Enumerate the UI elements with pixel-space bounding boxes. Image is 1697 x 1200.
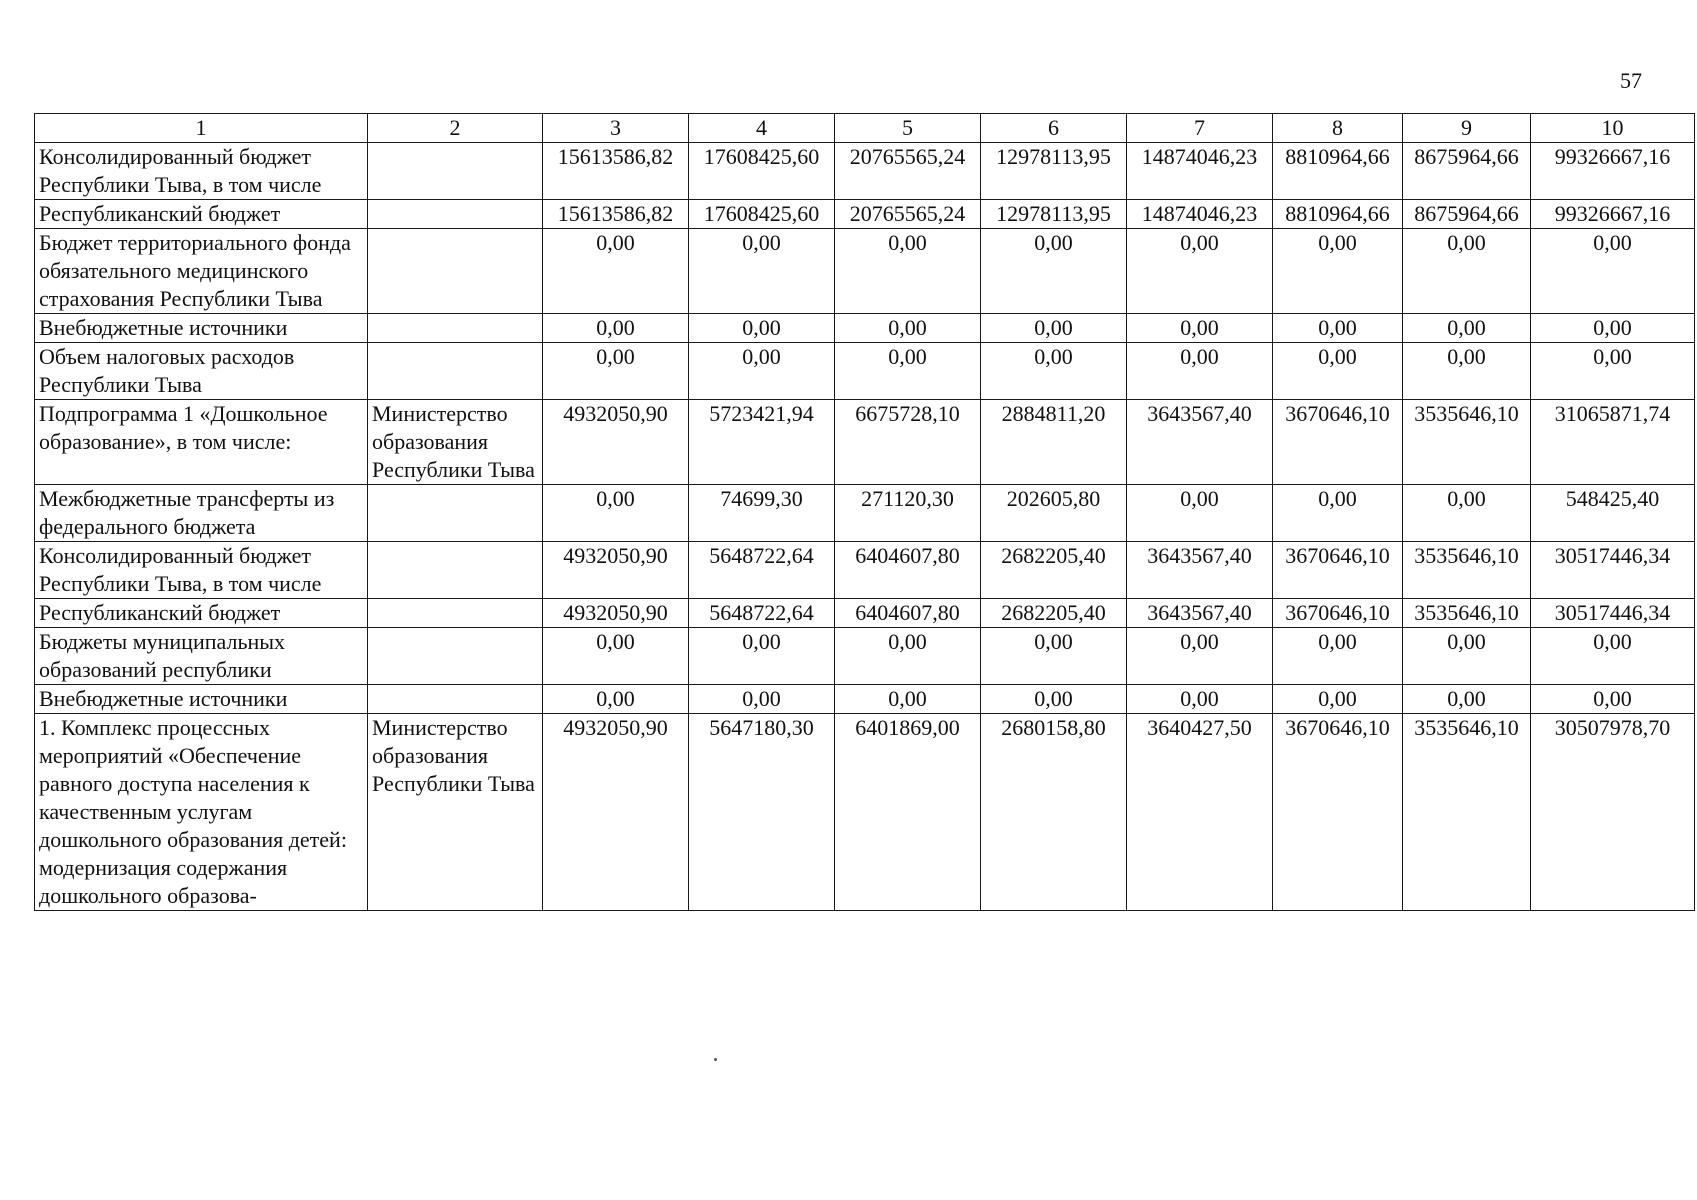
value-cell-col-3: 4932050,90: [543, 400, 689, 485]
header-cell-4: 4: [689, 114, 835, 143]
value-cell-col-3: 15613586,82: [543, 200, 689, 229]
value-cell-col-5: 0,00: [835, 628, 981, 685]
row-name-cell: 1. Комплекс процессных мероприятий «Обеспечение равного доступа населения к качественным услугам дошкольного образования детей: модернизация содержания дошкольного образова-: [35, 714, 368, 911]
value-cell-col-8: 3670646,10: [1273, 542, 1403, 599]
header-cell-6: 6: [981, 114, 1127, 143]
value-cell-col-5: 6404607,80: [835, 599, 981, 628]
value-cell-col-4: 5648722,64: [689, 599, 835, 628]
table-row: [35, 314, 1695, 343]
value-cell-col-3: 0,00: [543, 685, 689, 714]
value-cell-col-7: 0,00: [1127, 343, 1273, 400]
row-name-cell: Внебюджетные источники: [35, 685, 368, 714]
value-cell-col-8: 0,00: [1273, 229, 1403, 314]
value-cell-col-10: 0,00: [1531, 628, 1695, 685]
value-cell-col-7: 0,00: [1127, 628, 1273, 685]
table-row: [35, 599, 1695, 628]
header-cell-2: 2: [368, 114, 543, 143]
value-cell-col-6: 12978113,95: [981, 143, 1127, 200]
row-executor-cell: [368, 143, 543, 200]
value-cell-col-8: 0,00: [1273, 685, 1403, 714]
row-name-cell: Бюджет территориального фонда обязательного медицинского страхования Республики Тыва: [35, 229, 368, 314]
value-cell-col-8: 0,00: [1273, 343, 1403, 400]
row-executor-cell: [368, 599, 543, 628]
value-cell-col-8: 0,00: [1273, 628, 1403, 685]
value-cell-col-4: 17608425,60: [689, 143, 835, 200]
value-cell-col-6: 0,00: [981, 628, 1127, 685]
value-cell-col-6: 0,00: [981, 685, 1127, 714]
table-row: [35, 628, 1695, 685]
table-row: [35, 400, 1695, 485]
row-executor-cell: [368, 685, 543, 714]
row-name-cell: Внебюджетные источники: [35, 314, 368, 343]
value-cell-col-5: 271120,30: [835, 485, 981, 542]
page-number: 57: [1620, 68, 1642, 93]
value-cell-col-6: 2884811,20: [981, 400, 1127, 485]
value-cell-col-5: 6401869,00: [835, 714, 981, 911]
value-cell-col-4: 5647180,30: [689, 714, 835, 911]
value-cell-col-5: 6675728,10: [835, 400, 981, 485]
header-cell-3: 3: [543, 114, 689, 143]
table-row: [35, 485, 1695, 542]
value-cell-col-7: 0,00: [1127, 229, 1273, 314]
value-cell-col-9: 3535646,10: [1403, 714, 1531, 911]
value-cell-col-8: 8810964,66: [1273, 143, 1403, 200]
value-cell-col-10: 0,00: [1531, 343, 1695, 400]
value-cell-col-5: 6404607,80: [835, 542, 981, 599]
value-cell-col-9: 0,00: [1403, 314, 1531, 343]
value-cell-col-10: 99326667,16: [1531, 200, 1695, 229]
row-name-cell: Консолидированный бюджет Республики Тыва, в том числе: [35, 542, 368, 599]
value-cell-col-8: 3670646,10: [1273, 599, 1403, 628]
value-cell-col-3: 0,00: [543, 229, 689, 314]
value-cell-col-6: 0,00: [981, 314, 1127, 343]
header-cell-9: 9: [1403, 114, 1531, 143]
value-cell-col-4: 5648722,64: [689, 542, 835, 599]
row-name-cell: Республиканский бюджет: [35, 200, 368, 229]
value-cell-col-4: 0,00: [689, 314, 835, 343]
value-cell-col-4: 17608425,60: [689, 200, 835, 229]
row-executor-cell: [368, 200, 543, 229]
table-row: [35, 143, 1695, 200]
value-cell-col-4: 0,00: [689, 343, 835, 400]
row-executor-cell: [368, 314, 543, 343]
value-cell-col-9: 0,00: [1403, 685, 1531, 714]
value-cell-col-8: 0,00: [1273, 314, 1403, 343]
value-cell-col-9: 8675964,66: [1403, 143, 1531, 200]
value-cell-col-6: 2682205,40: [981, 599, 1127, 628]
value-cell-col-6: 2682205,40: [981, 542, 1127, 599]
header-row: [35, 114, 1695, 143]
value-cell-col-9: 0,00: [1403, 628, 1531, 685]
row-executor-cell: [368, 343, 543, 400]
value-cell-col-10: 31065871,74: [1531, 400, 1695, 485]
value-cell-col-7: 0,00: [1127, 314, 1273, 343]
value-cell-col-4: 74699,30: [689, 485, 835, 542]
row-name-cell: Межбюджетные трансферты из федерального бюджета: [35, 485, 368, 542]
row-executor-cell: [368, 229, 543, 314]
value-cell-col-7: 14874046,23: [1127, 143, 1273, 200]
value-cell-col-3: 4932050,90: [543, 542, 689, 599]
value-cell-col-5: 0,00: [835, 685, 981, 714]
value-cell-col-10: 30517446,34: [1531, 599, 1695, 628]
value-cell-col-3: 4932050,90: [543, 714, 689, 911]
value-cell-col-7: 3643567,40: [1127, 599, 1273, 628]
header-cell-10: 10: [1531, 114, 1695, 143]
table-row: [35, 685, 1695, 714]
value-cell-col-3: 0,00: [543, 628, 689, 685]
budget-table: [34, 113, 1695, 911]
value-cell-col-6: 202605,80: [981, 485, 1127, 542]
row-executor-cell: Министерство образования Республики Тыва: [368, 714, 543, 911]
header-cell-1: 1: [35, 114, 368, 143]
value-cell-col-7: 3643567,40: [1127, 400, 1273, 485]
value-cell-col-9: 3535646,10: [1403, 599, 1531, 628]
table-row: [35, 343, 1695, 400]
row-executor-cell: Министерство образования Республики Тыва: [368, 400, 543, 485]
scan-speck: [714, 1058, 717, 1061]
row-executor-cell: [368, 485, 543, 542]
row-name-cell: Республиканский бюджет: [35, 599, 368, 628]
row-executor-cell: [368, 628, 543, 685]
value-cell-col-6: 12978113,95: [981, 200, 1127, 229]
table-row: [35, 200, 1695, 229]
value-cell-col-3: 0,00: [543, 314, 689, 343]
value-cell-col-6: 0,00: [981, 343, 1127, 400]
value-cell-col-6: 0,00: [981, 229, 1127, 314]
value-cell-col-9: 3535646,10: [1403, 542, 1531, 599]
value-cell-col-8: 0,00: [1273, 485, 1403, 542]
value-cell-col-3: 4932050,90: [543, 599, 689, 628]
value-cell-col-9: 3535646,10: [1403, 400, 1531, 485]
table-row: [35, 542, 1695, 599]
value-cell-col-7: 0,00: [1127, 685, 1273, 714]
row-name-cell: Подпрограмма 1 «Дошкольное образование», в том числе:: [35, 400, 368, 485]
table-row: [35, 229, 1695, 314]
value-cell-col-4: 0,00: [689, 628, 835, 685]
value-cell-col-3: 0,00: [543, 485, 689, 542]
value-cell-col-4: 5723421,94: [689, 400, 835, 485]
value-cell-col-7: 3640427,50: [1127, 714, 1273, 911]
value-cell-col-7: 14874046,23: [1127, 200, 1273, 229]
value-cell-col-5: 0,00: [835, 343, 981, 400]
value-cell-col-8: 8810964,66: [1273, 200, 1403, 229]
value-cell-col-8: 3670646,10: [1273, 400, 1403, 485]
value-cell-col-3: 0,00: [543, 343, 689, 400]
header-cell-7: 7: [1127, 114, 1273, 143]
value-cell-col-10: 30517446,34: [1531, 542, 1695, 599]
header-cell-8: 8: [1273, 114, 1403, 143]
row-name-cell: Консолидированный бюджет Республики Тыва, в том числе: [35, 143, 368, 200]
value-cell-col-10: 30507978,70: [1531, 714, 1695, 911]
row-name-cell: Бюджеты муниципальных образований республики: [35, 628, 368, 685]
value-cell-col-5: 0,00: [835, 314, 981, 343]
value-cell-col-9: 0,00: [1403, 485, 1531, 542]
value-cell-col-7: 3643567,40: [1127, 542, 1273, 599]
value-cell-col-9: 0,00: [1403, 343, 1531, 400]
value-cell-col-10: 0,00: [1531, 685, 1695, 714]
value-cell-col-10: 99326667,16: [1531, 143, 1695, 200]
value-cell-col-7: 0,00: [1127, 485, 1273, 542]
table-row: [35, 714, 1695, 911]
value-cell-col-10: 0,00: [1531, 314, 1695, 343]
value-cell-col-5: 0,00: [835, 229, 981, 314]
row-executor-cell: [368, 542, 543, 599]
value-cell-col-9: 0,00: [1403, 229, 1531, 314]
value-cell-col-10: 0,00: [1531, 229, 1695, 314]
value-cell-col-4: 0,00: [689, 685, 835, 714]
value-cell-col-4: 0,00: [689, 229, 835, 314]
value-cell-col-10: 548425,40: [1531, 485, 1695, 542]
value-cell-col-3: 15613586,82: [543, 143, 689, 200]
value-cell-col-9: 8675964,66: [1403, 200, 1531, 229]
value-cell-col-8: 3670646,10: [1273, 714, 1403, 911]
header-cell-5: 5: [835, 114, 981, 143]
value-cell-col-6: 2680158,80: [981, 714, 1127, 911]
row-name-cell: Объем налоговых расходов Республики Тыва: [35, 343, 368, 400]
value-cell-col-5: 20765565,24: [835, 143, 981, 200]
value-cell-col-5: 20765565,24: [835, 200, 981, 229]
table-body: [35, 143, 1695, 911]
